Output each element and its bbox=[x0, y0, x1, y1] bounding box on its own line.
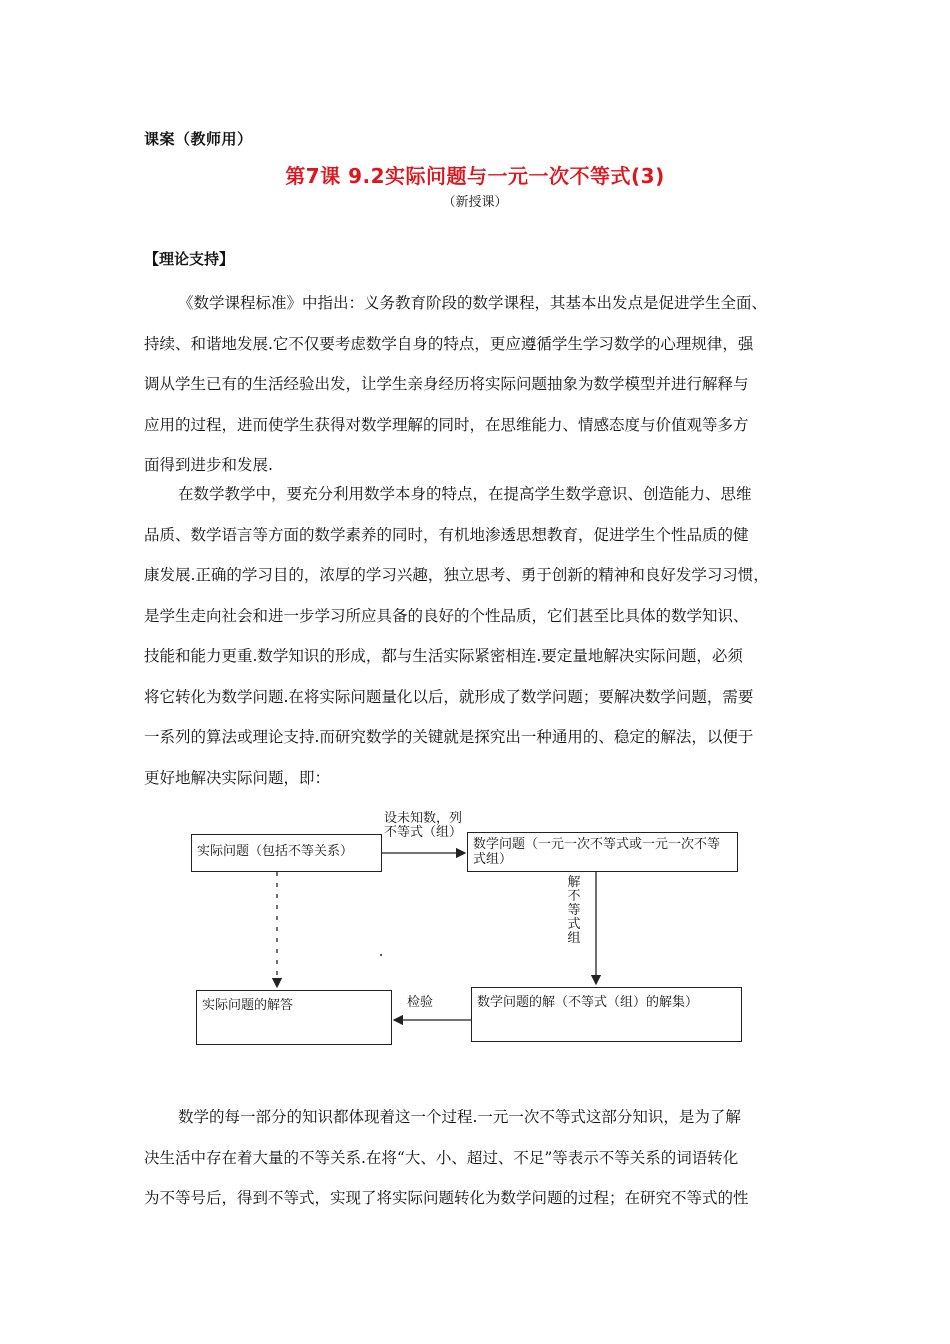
stray-dot bbox=[380, 954, 382, 956]
label-solve: 解不等式组 bbox=[567, 875, 581, 946]
paragraph-line: 面得到进步和发展. bbox=[144, 456, 273, 474]
process-flow-diagram bbox=[180, 808, 770, 1058]
doc-label: 课案（教师用） bbox=[144, 130, 253, 148]
paragraph-line: 是学生走向社会和进一步学习所应具备的良好的个性品质，它们甚至比具体的数学知识、 bbox=[144, 606, 749, 625]
box-real-problem: 实际问题（包括不等关系） bbox=[191, 834, 382, 872]
paragraph-line: 品质、数学语言等方面的数学素养的同时，有机地渗透思想教育，促进学生个性品质的健 bbox=[144, 525, 749, 544]
label-set-unknown: 设未知数，列不等式（组） bbox=[384, 811, 463, 840]
paragraph-line: 康发展.正确的学习目的，浓厚的学习兴趣，独立思考、勇于创新的精神和良好发学习习惯， bbox=[144, 566, 769, 584]
paragraph-line: 应用的过程，进而使学生获得对数学理解的同时，在思维能力、情感态度与价值观等多方 bbox=[144, 415, 749, 434]
paragraph-line: 为不等号后，得到不等式，实现了将实际问题转化为数学问题的过程；在研究不等式的性 bbox=[144, 1189, 749, 1207]
paragraph-line: 一系列的算法或理论支持.而研究数学的关键就是探究出一种通用的、稳定的解法，以便于 bbox=[144, 728, 754, 746]
box-real-answer: 实际问题的解答 bbox=[196, 990, 392, 1045]
page-title: 第7课 9.2实际问题与一元一次不等式(3) bbox=[285, 164, 665, 188]
section-heading-theory: 【理论支持】 bbox=[144, 250, 235, 268]
label-check: 检验 bbox=[407, 995, 434, 1010]
paragraph-line: 在数学教学中，要充分利用数学本身的特点，在提高学生数学意识、创造能力、思维 bbox=[178, 485, 752, 503]
box-math-solution: 数学问题的解（不等式（组）的解集） bbox=[471, 987, 742, 1042]
box-math-problem: 数学问题（一元一次不等式或一元一次不等式组） bbox=[467, 832, 738, 872]
paragraph-line: 数学的每一部分的知识都体现着这一个过程.一元一次不等式这部分知识，是为了解 bbox=[178, 1108, 741, 1126]
paragraph-line: 更好地解决实际问题，即： bbox=[144, 768, 331, 787]
paragraph-line: 《数学课程标准》中指出：义务教育阶段的数学课程，其基本出发点是促进学生全面、 bbox=[178, 294, 768, 312]
page-subtitle: （新授课） bbox=[442, 195, 508, 210]
paragraph-line: 将它转化为数学问题.在将实际问题量化以后，就形成了数学问题；要解决数学问题，需要 bbox=[144, 687, 754, 706]
paragraph-2 bbox=[144, 474, 814, 798]
paragraph-line: 持续、和谐地发展.它不仅要考虑数学自身的特点，更应遵循学生学习数学的心理规律，强 bbox=[144, 334, 754, 353]
paragraph-line: 调从学生已有的生活经验出发，让学生亲身经历将实际问题抽象为数学模型并进行解释与 bbox=[144, 375, 749, 393]
paragraph-line: 决生活中存在着大量的不等关系.在将“大、小、超过、不足”等表示不等关系的词语转化 bbox=[144, 1148, 739, 1167]
paragraph-3 bbox=[144, 1097, 814, 1219]
paragraph-1 bbox=[144, 283, 814, 486]
paragraph-line: 技能和能力更重.数学知识的形成，都与生活实际紧密相连.要定量地解决实际问题，必须 bbox=[144, 647, 743, 665]
